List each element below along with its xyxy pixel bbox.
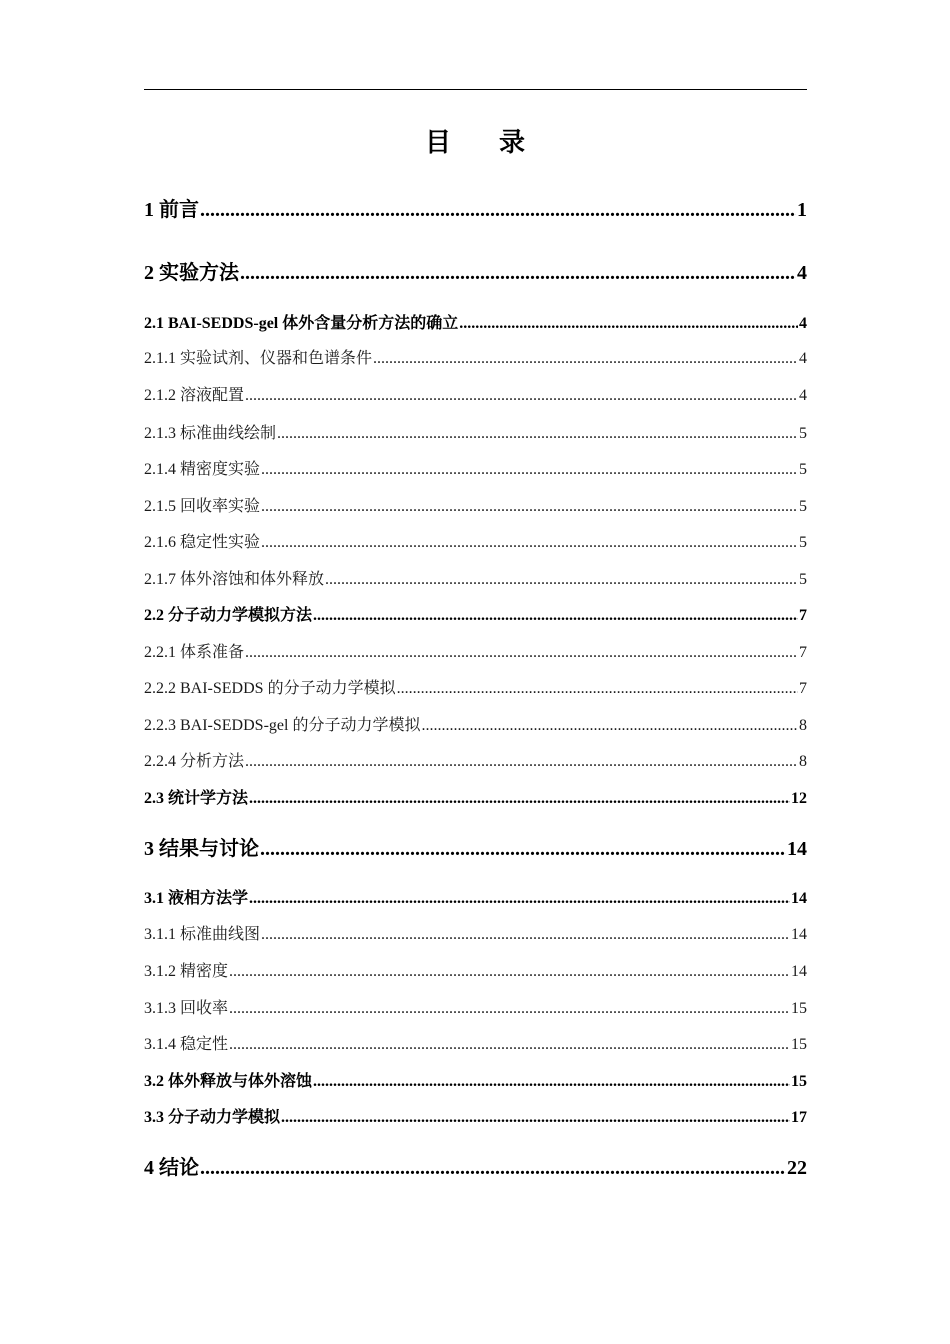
toc-entry-label: 2.2.4 分析方法 [144,753,245,770]
toc-entry-label: 3.1.2 精密度 [144,963,229,980]
dot-leader [229,1000,790,1018]
toc-entry-page: 5 [799,571,807,588]
page-title-char-1: 目 [424,128,451,158]
toc-entry-page: 5 [799,425,807,442]
toc-entry-page: 5 [799,461,807,478]
toc-entry-label: 2.2.3 BAI-SEDDS-gel 的分子动力学模拟 [144,717,421,734]
toc-entry-label: 3.2 体外释放与体外溶蚀 [144,1073,313,1090]
toc-entry-page: 7 [799,607,807,624]
dot-leader [200,199,796,222]
toc-entry-page: 14 [791,963,807,980]
toc-entry-page: 7 [799,680,807,697]
toc-entry[interactable] [144,493,807,516]
dot-leader [261,498,798,516]
toc-entry[interactable] [144,345,807,368]
toc-entry[interactable] [144,193,807,222]
toc-entry-label: 3.1.4 稳定性 [144,1036,229,1053]
toc-entry-label: 4 结论 [144,1157,199,1179]
toc-entry-label: 2.2.1 体系准备 [144,644,245,661]
toc-entry[interactable] [144,748,807,771]
toc-entry-label: 1 前言 [144,199,199,221]
dot-leader [313,1073,790,1091]
toc-entry[interactable] [144,1068,807,1091]
toc-entry[interactable] [144,1104,807,1127]
dot-leader [245,387,798,405]
toc-entry-label: 2.2 分子动力学模拟方法 [144,607,313,624]
dot-leader [261,461,798,479]
toc-entry-label: 3.1.1 标准曲线图 [144,926,261,943]
toc-entry-label: 2.1.7 体外溶蚀和体外释放 [144,571,325,588]
toc-entry[interactable] [144,420,807,443]
dot-leader [229,1036,790,1054]
header-rule [144,89,807,90]
toc-entry[interactable] [144,639,807,662]
toc-entry-page: 22 [787,1157,807,1179]
page-title [0,122,950,159]
toc-entry-page: 14 [791,926,807,943]
toc-entry-page: 5 [799,498,807,515]
toc-entry[interactable] [144,832,807,861]
toc-entry-label: 3 结果与讨论 [144,838,259,860]
toc-entry-page: 5 [799,534,807,551]
toc-entry-label: 2.3 统计学方法 [144,790,249,807]
toc-entry-page: 1 [797,199,807,221]
toc-entry-page: 8 [799,717,807,734]
toc-entry-label: 2 实验方法 [144,262,239,284]
dot-leader [397,680,798,698]
toc-entry[interactable] [144,958,807,981]
toc-entry[interactable] [144,785,807,808]
toc-entry-page: 14 [791,890,807,907]
toc-entry-page: 7 [799,644,807,661]
toc-entry-label: 2.1.1 实验试剂、仪器和色谱条件 [144,350,373,367]
toc-entry-page: 15 [791,1036,807,1053]
toc-entry-page: 4 [799,387,807,404]
dot-leader [260,838,786,861]
toc-entry[interactable] [144,382,807,405]
toc-entry-label: 2.1.6 稳定性实验 [144,534,261,551]
toc-entry-page: 15 [791,1000,807,1017]
page-title-char-2: 录 [499,128,526,158]
toc-entry-label: 3.1.3 回收率 [144,1000,229,1017]
toc-entry-page: 8 [799,753,807,770]
toc-entry-page: 17 [791,1109,807,1126]
toc-entry[interactable] [144,995,807,1018]
dot-leader [373,350,798,368]
dot-leader [261,926,790,944]
dot-leader [249,790,790,808]
toc-entry[interactable] [144,885,807,908]
dot-leader [245,644,798,662]
toc-entry-page: 4 [797,262,807,284]
dot-leader [421,717,798,735]
dot-leader [249,890,790,908]
dot-leader [245,753,798,771]
toc-entry-label: 3.1 液相方法学 [144,890,249,907]
toc-entry-page: 4 [799,315,807,332]
dot-leader [459,315,798,333]
toc-entry-label: 2.1.5 回收率实验 [144,498,261,515]
toc-entry-page: 15 [791,1073,807,1090]
toc-entry[interactable] [144,256,807,285]
toc-entry-page: 12 [791,790,807,807]
toc-entry[interactable] [144,456,807,479]
toc-entry-page: 14 [787,838,807,860]
toc-entry[interactable] [144,712,807,735]
dot-leader [277,425,798,443]
dot-leader [325,571,798,589]
toc-entry-label: 2.1.2 溶液配置 [144,387,245,404]
toc-entry-label: 3.3 分子动力学模拟 [144,1109,281,1126]
dot-leader [313,607,798,625]
toc-entry[interactable] [144,566,807,589]
toc-entry[interactable] [144,310,807,333]
toc-entry[interactable] [144,921,807,944]
dot-leader [200,1157,786,1180]
dot-leader [281,1109,790,1127]
toc-entry[interactable] [144,1031,807,1054]
toc-entry[interactable] [144,602,807,625]
dot-leader [261,534,798,552]
dot-leader [229,963,790,981]
toc-entry-label: 2.1 BAI-SEDDS-gel 体外含量分析方法的确立 [144,315,459,332]
toc-entry-label: 2.2.2 BAI-SEDDS 的分子动力学模拟 [144,680,396,697]
toc-entry-page: 4 [799,350,807,367]
dot-leader [240,262,796,285]
toc-entry[interactable] [144,675,807,698]
toc-entry-label: 2.1.3 标准曲线绘制 [144,425,277,442]
toc-entry[interactable] [144,1151,807,1180]
toc-entry[interactable] [144,529,807,552]
toc-entry-label: 2.1.4 精密度实验 [144,461,261,478]
